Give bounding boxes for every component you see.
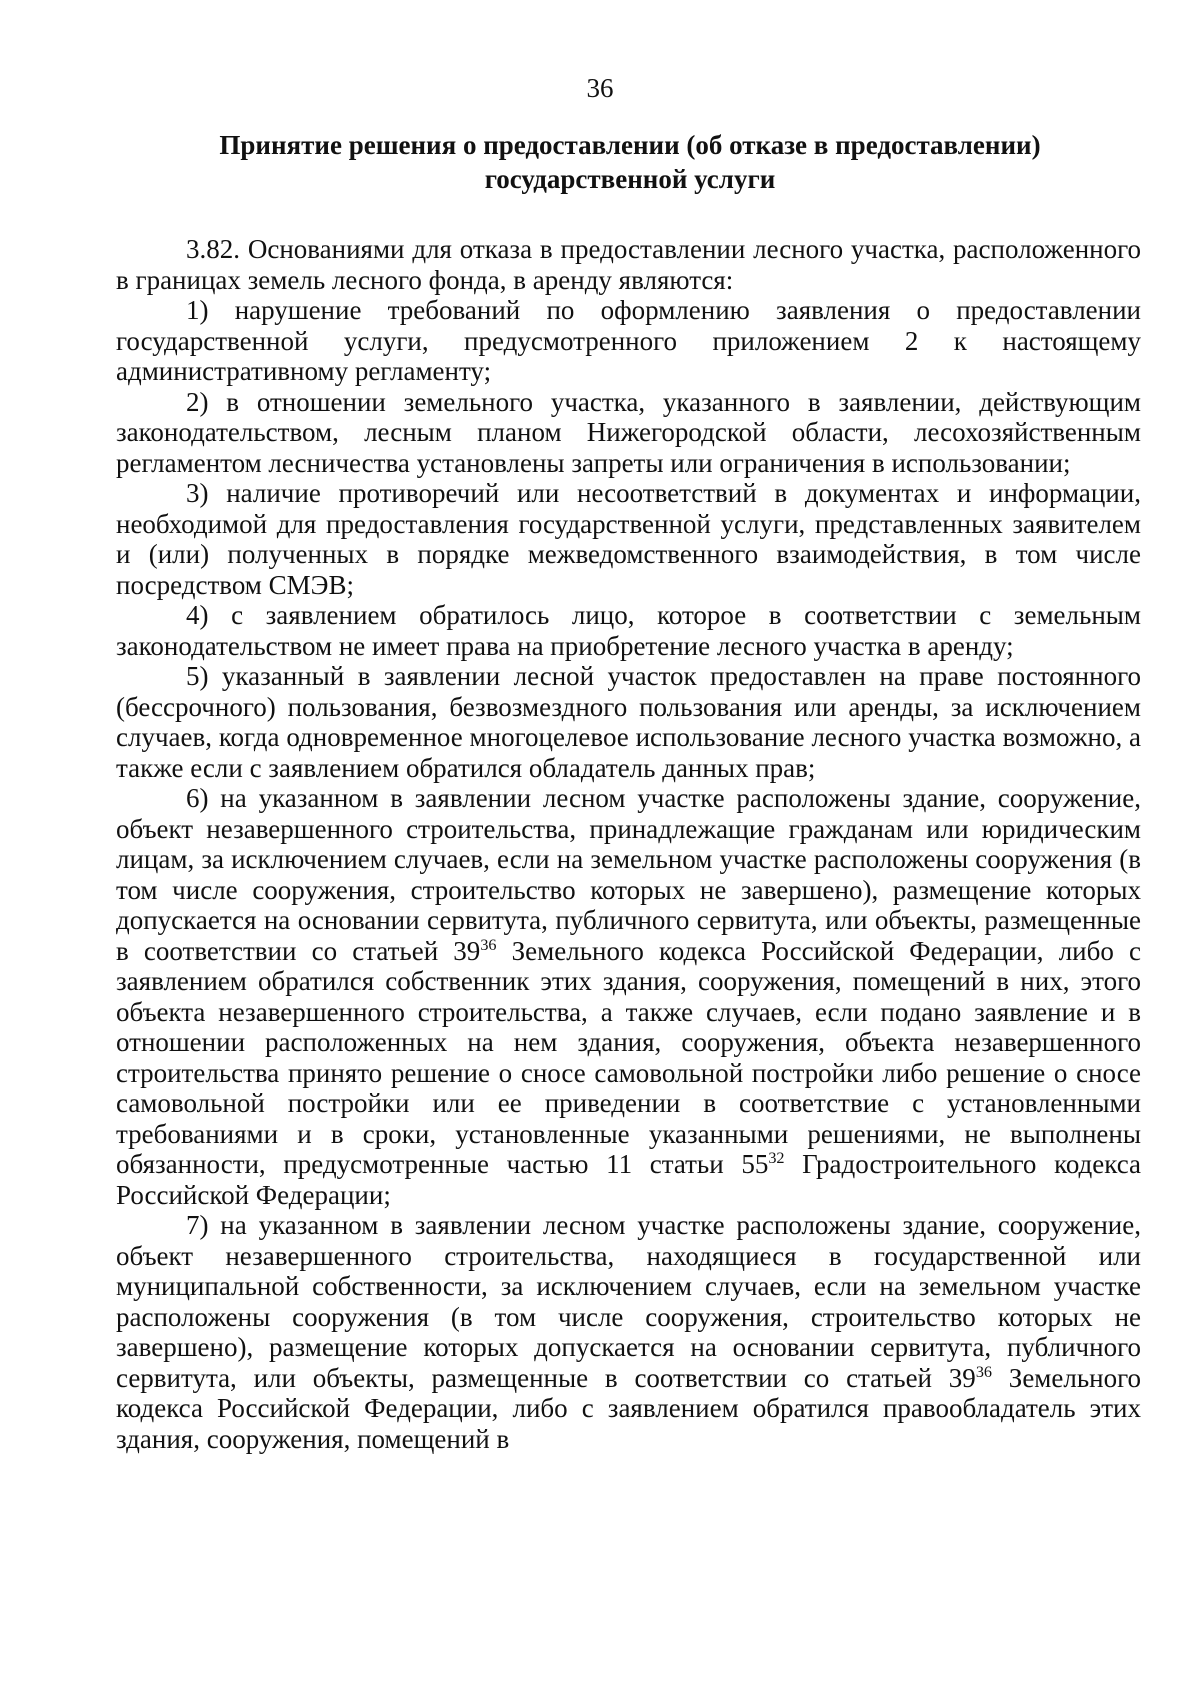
paragraph-item-7-part-2: Земельного кодекса Российской Федерации, либо с заявлением обратился правообладатель этих здания, сооружения, помещений в — [116, 1362, 1142, 1454]
paragraph-item-1: 1) нарушение требований по оформлению заявления о предоставлении государственной услуги, предусмотренного приложением 2 к настоящему административному регламенту; — [116, 295, 1141, 386]
section-heading — [110, 128, 1150, 196]
paragraph-item-6-part-2: Земельного кодекса Российской Федерации, либо с заявлением обратился собственник этих здания, сооружения, помещений в них, этого объекта незавершенного строительства, а также случаев, если подано заявление и в отношении расположенных на нем здания, сооружения, объекта незавершенного строительства принято решение о сносе самовольной постройки либо решение о сносе самовольной постройки или ее приведении в соответствие с установленными требованиями и в сроки, установленные указанными решениями, не выполнены обязанности, предусмотренные частью 11 статьи 55 — [116, 935, 1141, 1179]
paragraph-item-6-part-1: 6) на указанном в заявлении лесном участке расположены здание, сооружение, объект незавершенного строительства, принадлежащие гражданам или юридическим лицам, за исключением случаев, если на земельном участке расположены сооружения (в том числе сооружения, строительство которых не завершено), размещение которых допускается на основании сервитута, публичного сервитута, или объекты, размещенные в соответствии со статьей 39 — [116, 783, 1141, 966]
paragraph-item-6-part-3: Градостроительного кодекса Российской Федерации; — [116, 1149, 1142, 1210]
paragraph-item-5: 5) указанный в заявлении лесной участок предоставлен на праве постоянного (бессрочного) пользования, безвозмездного пользования или аренды, за исключением случаев, когда одновременное многоцелевое использование лесного участка возможно, а также если с заявлением обратился обладатель данных прав; — [116, 661, 1141, 783]
heading-line-2: государственной услуги — [484, 164, 776, 194]
page-number: 36 — [586, 73, 614, 103]
paragraph-item-4: 4) с заявлением обратилось лицо, которое в соответствии с земельным законодательством не имеет права на приобретение лесного участка в аренду; — [116, 600, 1141, 661]
superscript-32: 32 — [768, 1148, 785, 1167]
superscript-36: 36 — [480, 935, 497, 954]
paragraph-item-7-part-1: 7) на указанном в заявлении лесном участке расположены здание, сооружение, объект незавершенного строительства, находящиеся в государственной или муниципальной собственности, за исключением случаев, если на земельном участке расположены сооружения (в том числе сооружения, строительство которых не завершено), размещение которых допускается на основании сервитута, публичного сервитута, или объекты, размещенные в соответствии со статьей 39 — [116, 1210, 1141, 1393]
heading-line-1: Принятие решения о предоставлении (об отказе в предоставлении) — [219, 130, 1041, 160]
paragraph-item-3: 3) наличие противоречий или несоответствий в документах и информации, необходимой для предоставления государственной услуги, представленных заявителем и (или) полученных в порядке межведомственного взаимодействия, в том числе посредством СМЭВ; — [116, 478, 1141, 600]
paragraph-item-6 — [116, 783, 1141, 1210]
document-body — [116, 234, 1141, 1454]
paragraph-item-2: 2) в отношении земельного участка, указанного в заявлении, действующим законодательством, лесным планом Нижегородской области, лесохозяйственным регламентом лесничества установлены запреты или ограничения в использовании; — [116, 386, 1141, 478]
paragraph-item-7 — [116, 1210, 1141, 1454]
paragraph-3-82: 3.82. Основаниями для отказа в предоставлении лесного участка, расположенного в границах земель лесного фонда, в аренду являются: — [116, 234, 1141, 295]
superscript-36: 36 — [975, 1362, 992, 1381]
